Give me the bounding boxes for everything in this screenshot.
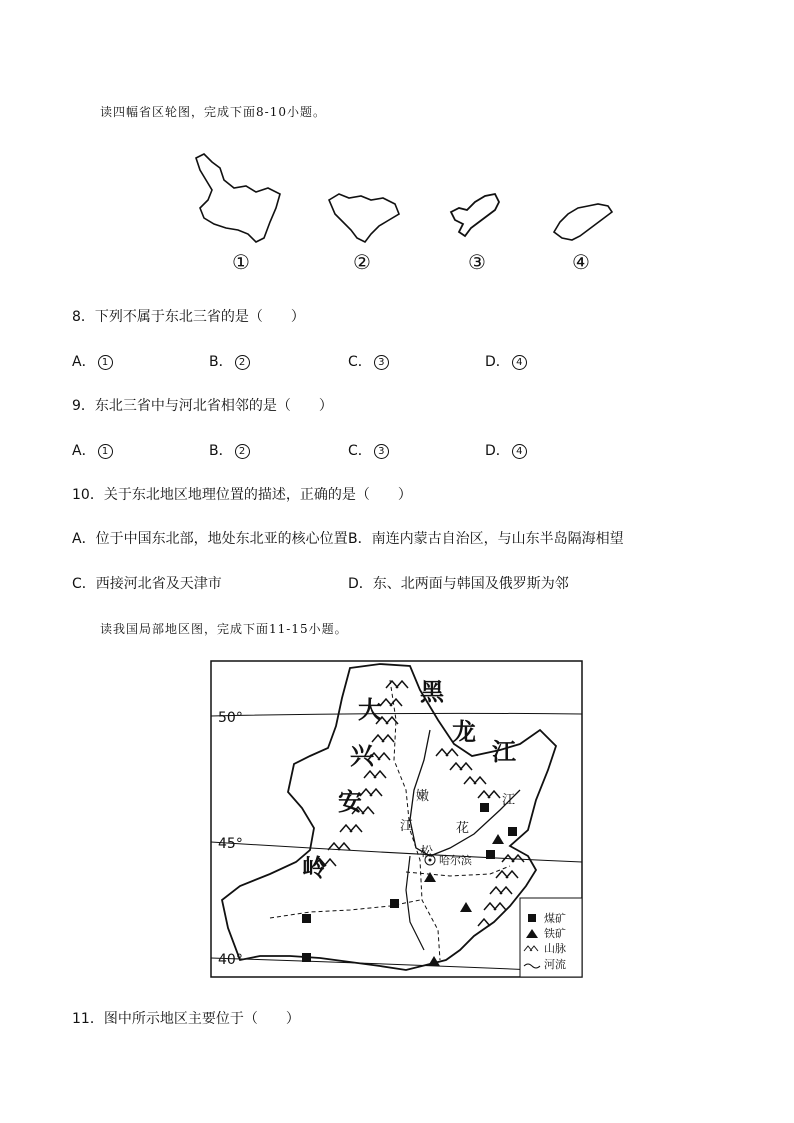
legend-coal-icon xyxy=(528,914,536,922)
intro-text-2: 读我国局部地区图，完成下面11-15小题。 xyxy=(100,622,348,636)
q9-option-b[interactable]: B． 2 xyxy=(209,440,250,460)
q8-option-c[interactable]: C． 3 xyxy=(348,351,389,371)
q9-option-c[interactable]: C． 3 xyxy=(348,440,389,460)
circled-number: 2 xyxy=(235,355,250,370)
map-legend xyxy=(520,898,582,977)
legend-mountain-label: 山脉 xyxy=(544,942,566,955)
label-hua: 花 xyxy=(456,821,470,836)
legend-river-label: 河流 xyxy=(544,958,566,971)
question-11: 11．图中所示地区主要位于（ ） xyxy=(72,1011,300,1027)
q10-option-c[interactable]: C．西接河北省及天津市 xyxy=(72,576,222,592)
lat-label-50: 50° xyxy=(218,710,243,726)
label-song: 松 xyxy=(420,845,434,860)
province-outline-2 xyxy=(325,190,405,250)
label-long: 龙 xyxy=(452,717,476,746)
label-jiang-hua: 江 xyxy=(502,793,516,808)
question-9: 9．东北三省中与河北省相邻的是（ ） xyxy=(72,398,333,414)
label-jiang-nen: 江 xyxy=(400,819,414,834)
q8-option-a[interactable]: A． 1 xyxy=(72,351,113,371)
province-label-3: ③ xyxy=(468,250,486,274)
lat-label-40: 40° xyxy=(218,952,243,968)
circled-number: 4 xyxy=(512,355,527,370)
label-da: 大 xyxy=(358,695,382,724)
q9-option-d[interactable]: D． 4 xyxy=(485,440,527,460)
q8-option-d[interactable]: D． 4 xyxy=(485,351,527,371)
lat-label-45: 45° xyxy=(218,836,243,852)
harbin-label: 哈尔滨 xyxy=(439,854,472,867)
q10-option-b[interactable]: B．南连内蒙古自治区，与山东半岛隔海相望 xyxy=(348,531,624,547)
question-10: 10．关于东北地区地理位置的描述，正确的是（ ） xyxy=(72,487,412,503)
question-8: 8．下列不属于东北三省的是（ ） xyxy=(72,309,305,325)
label-an: 安 xyxy=(338,787,362,816)
legend-iron-label: 铁矿 xyxy=(544,927,566,940)
province-outline-3 xyxy=(445,190,505,245)
legend-coal-label: 煤矿 xyxy=(544,912,566,925)
q10-option-d[interactable]: D．东、北两面与韩国及俄罗斯为邻 xyxy=(348,576,569,592)
label-nen: 嫩 xyxy=(416,789,430,804)
circled-number: 3 xyxy=(374,444,389,459)
label-jiang: 江 xyxy=(492,737,516,766)
label-ling: 岭 xyxy=(302,853,326,882)
q10-option-a[interactable]: A．位于中国东北部，地处东北亚的核心位置 xyxy=(72,531,348,547)
intro-text-1: 读四幅省区轮图，完成下面8-10小题。 xyxy=(100,105,326,119)
province-label-4: ④ xyxy=(572,250,590,274)
northeast-china-map xyxy=(210,660,584,978)
province-label-2: ② xyxy=(353,250,371,274)
province-outline-4 xyxy=(550,198,615,248)
q8-option-b[interactable]: B． 2 xyxy=(209,351,250,371)
q9-option-a[interactable]: A． 1 xyxy=(72,440,113,460)
circled-number: 3 xyxy=(374,355,389,370)
circled-number: 1 xyxy=(98,355,113,370)
circled-number: 2 xyxy=(235,444,250,459)
label-xing: 兴 xyxy=(350,741,374,770)
circled-number: 4 xyxy=(512,444,527,459)
circled-number: 1 xyxy=(98,444,113,459)
province-label-1: ① xyxy=(232,250,250,274)
province-outline-1 xyxy=(190,150,285,250)
label-hei: 黑 xyxy=(420,677,444,706)
